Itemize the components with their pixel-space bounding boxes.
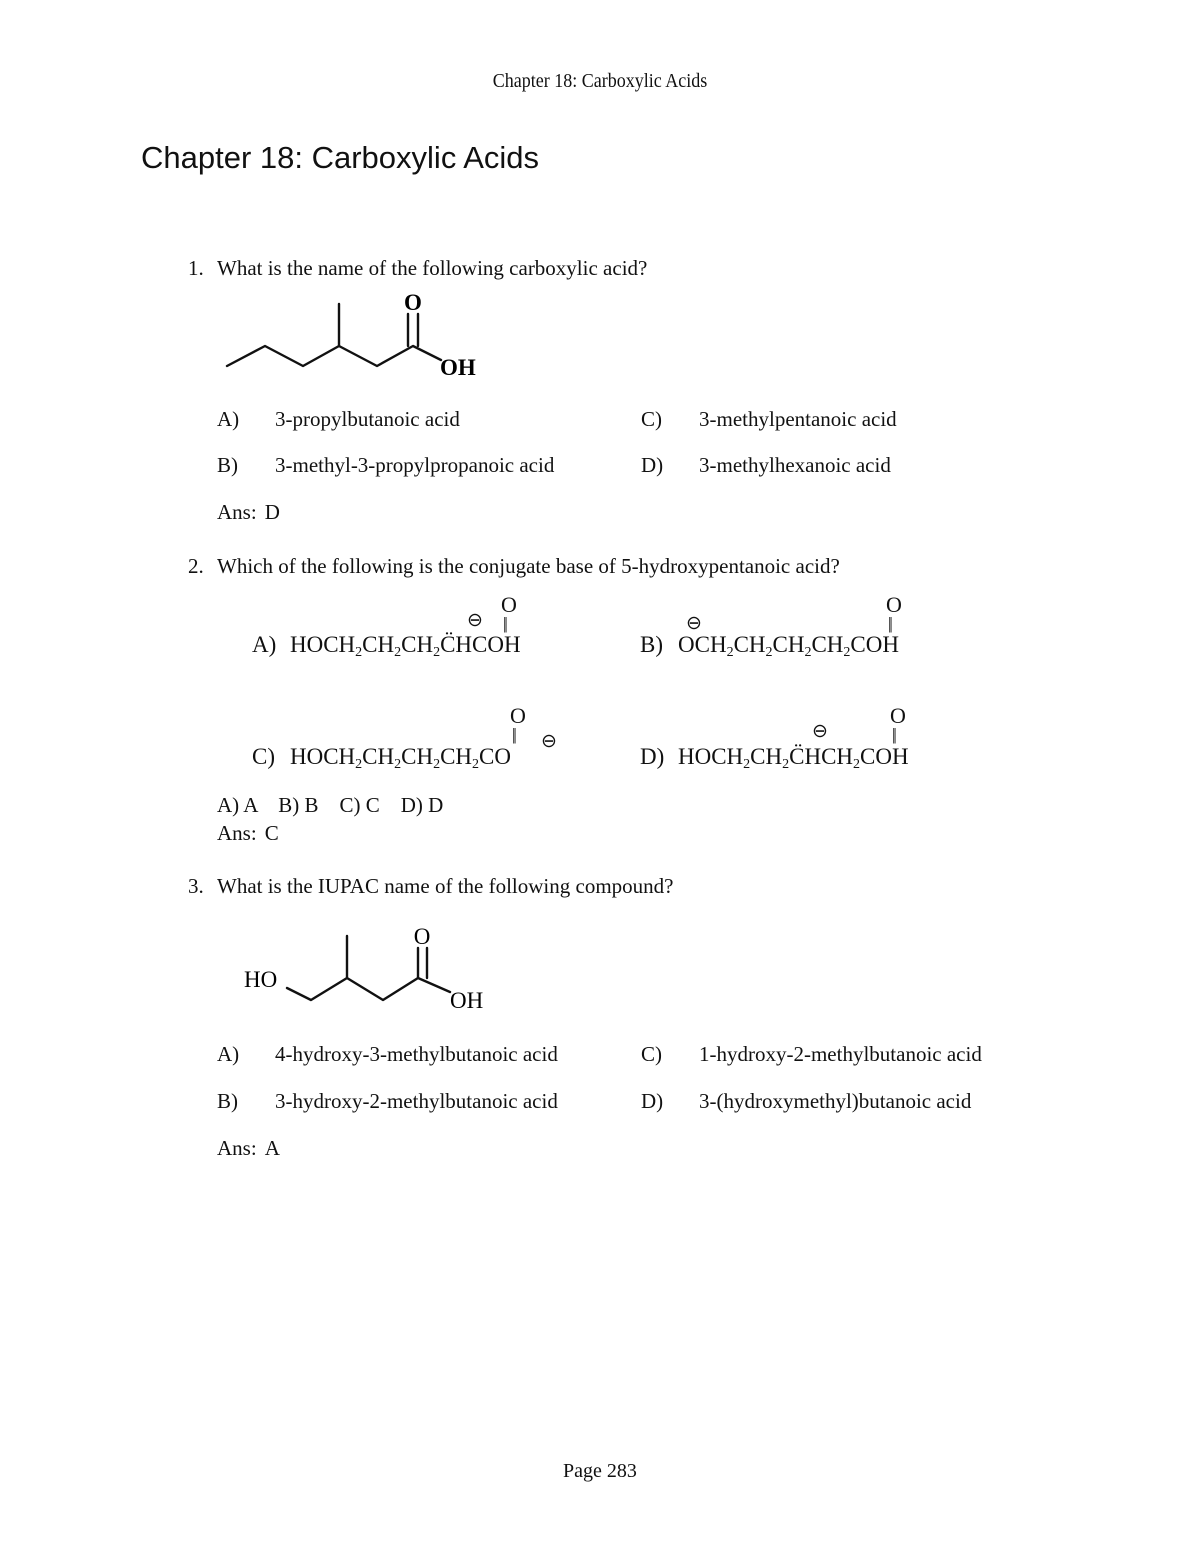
formula-c-double-bond: || [512,725,515,744]
formula-c-negative-charge: ⊖ [541,731,557,752]
subscript: 2 [355,757,363,772]
formula-b-double-bond: || [888,614,891,633]
formula-part: CH [362,744,395,769]
option-text: 3-methylpentanoic acid [699,407,897,431]
subscript: 2 [433,645,441,660]
running-header: Chapter 18: Carboxylic Acids [492,70,708,92]
subscript: 2 [804,645,812,660]
hydroxyl-label: OH [450,988,484,1013]
question-2-text: Which of the following is the conjugate base of 5-hydroxypentanoic acid? [217,554,840,578]
carbon-chain-bonds [287,978,450,1000]
option-text: 3-methylhexanoic acid [699,453,891,477]
formula-d-double-bond: || [892,725,895,744]
formula-label: B) [640,632,663,657]
option-text: 3-propylbutanoic acid [275,407,460,431]
question-2-number: 2. [188,554,204,578]
page-number: Page 283 [563,1460,637,1482]
question-3 [188,874,673,899]
question-3-number: 3. [188,874,204,898]
q2-choices-line: A) A B) B C) C D) D [217,793,444,817]
formula-part: HOCH [678,744,744,769]
formula-part: COH [860,744,909,769]
option-letter: D) [641,453,664,477]
formula-part: CH [401,632,434,657]
option-letter: D) [641,1089,664,1113]
subscript: 2 [394,645,402,660]
answer-label: Ans: [217,500,257,524]
question-2 [188,554,840,579]
option-letter: B) [217,453,238,477]
answer-label: Ans: [217,821,257,845]
subscript: 2 [853,757,861,772]
q1-option-b [217,453,554,478]
q3-option-b [217,1089,558,1114]
formula-part: CH [733,632,766,657]
option-text: 4-hydroxy-3-methylbutanoic acid [275,1042,558,1066]
formula-part: CH [440,744,473,769]
option-text: 3-(hydroxymethyl)butanoic acid [699,1089,972,1113]
formula-part: C̈HCH [789,744,854,769]
question-3-text: What is the IUPAC name of the following compound? [217,874,674,898]
subscript: 2 [355,645,363,660]
q1-option-a [217,407,460,432]
hydroxyl-label: OH [440,355,476,380]
subscript: 2 [765,645,773,660]
chapter-title: Chapter 18: Carboxylic Acids [141,140,540,175]
answer-label: Ans: [217,1136,257,1160]
carbon-chain-bonds [227,346,441,366]
subscript: 2 [843,645,851,660]
formula-a-negative-charge: ⊖ [467,610,483,631]
formula-part: OCH [678,632,727,657]
question-1-text: What is the name of the following carboxylic acid? [217,256,648,280]
q1-option-c [641,407,897,432]
option-letter: A) [217,1042,240,1066]
formula-part: C̈HCOH [440,632,521,657]
formula-c-oxygen: O [510,703,526,728]
formula-b-negative-charge: ⊖ [686,613,702,634]
option-letter: A) [217,407,240,431]
formula-part: CH [750,744,783,769]
formula-a-oxygen: O [501,592,517,617]
question-1-number: 1. [188,256,204,280]
formula-part: HOCH [290,632,356,657]
structure-3-methylhexanoic-acid [215,288,495,383]
subscript: 2 [743,757,751,772]
formula-a [252,632,521,661]
answer-value: A [264,1136,280,1160]
carbonyl-oxygen-label: O [413,924,431,949]
subscript: 2 [782,757,790,772]
subscript: 2 [472,757,480,772]
option-text: 3-hydroxy-2-methylbutanoic acid [275,1089,558,1113]
formula-c [252,744,511,773]
q1-option-d [641,453,891,478]
subscript: 2 [433,757,441,772]
formula-d [640,744,909,773]
formula-d-oxygen: O [890,703,906,728]
formula-label: C) [252,744,275,769]
structure-4-hydroxy-3-methylbutanoic-acid [235,920,505,1020]
option-text: 1-hydroxy-2-methylbutanoic acid [699,1042,982,1066]
q3-option-c [641,1042,982,1067]
formula-label: D) [640,744,665,769]
carbonyl-oxygen-label: O [404,290,422,315]
subscript: 2 [726,645,734,660]
hydroxy-group-label: HO [244,967,278,992]
q3-answer [217,1136,280,1161]
formula-part: CH [401,744,434,769]
formula-part: CH [772,632,805,657]
formula-b-oxygen: O [886,592,902,617]
option-letter: B) [217,1089,238,1113]
q3-option-a [217,1042,558,1067]
answer-value: C [264,821,279,845]
formula-a-double-bond: || [503,614,506,633]
formula-label: A) [252,632,277,657]
formula-part: CO [479,744,511,769]
formula-part: COH [850,632,899,657]
question-1 [188,256,647,281]
answer-value: D [264,500,280,524]
option-text: 3-methyl-3-propylpropanoic acid [275,453,555,477]
option-letter: C) [641,407,662,431]
formula-part: CH [811,632,844,657]
formula-part: CH [362,632,395,657]
formula-part: HOCH [290,744,356,769]
subscript: 2 [394,757,402,772]
q3-option-d [641,1089,971,1114]
formula-b [640,632,899,661]
q2-answer [217,821,279,846]
option-letter: C) [641,1042,662,1066]
q1-answer [217,500,280,525]
formula-d-negative-charge: ⊖ [812,721,828,742]
